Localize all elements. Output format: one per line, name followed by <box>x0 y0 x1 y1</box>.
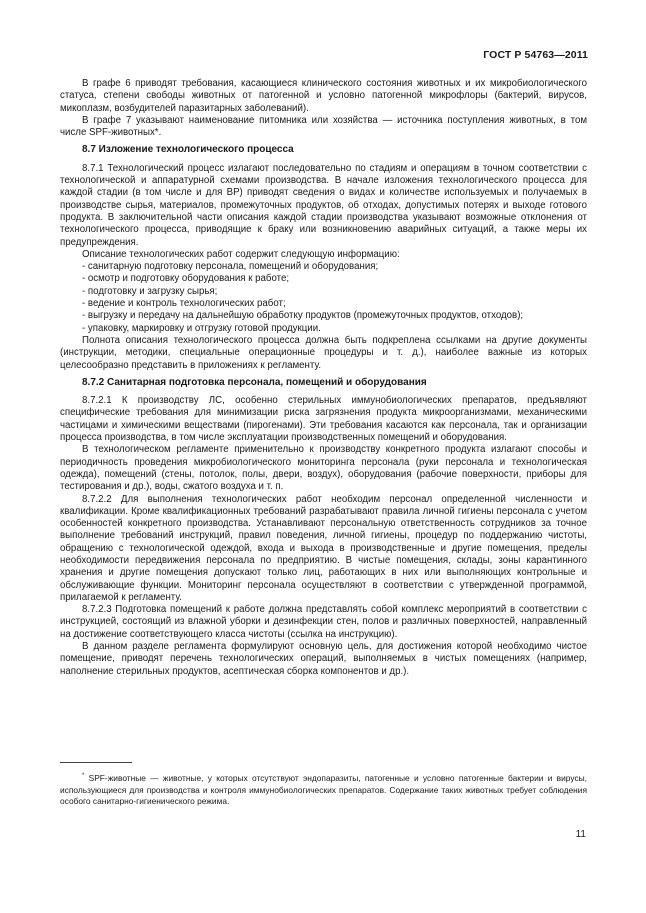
list-item: - ведение и контроль технологических работ; <box>82 298 286 310</box>
list-item: - осмотр и подготовку оборудования к работе; <box>82 273 290 285</box>
footnote <box>60 771 587 808</box>
paragraph: В графе 7 указывают наименование питомника или хозяйства — источника поступления животных, в том числе SPF-животных*. <box>60 114 587 139</box>
standard-number: ГОСТ Р 54763—2011 <box>483 49 588 61</box>
paragraph: Описание технологических работ содержит следующую информацию: <box>82 248 400 260</box>
paragraph: 8.7.2.3 Подготовка помещений к работе должна представлять собой комплекс мероприятий в соответствии с инструкцией, состоящий из влажной уборки и дезинфекции стен, полов и различных поверхностей, направленный на достижение соответствующего класса чистоты (ссылка на инструкцию). <box>60 604 587 640</box>
page-number: 11 <box>575 829 586 840</box>
body-text <box>60 78 587 678</box>
paragraph: В данном разделе регламента формулируют основную цель, для достижения которой необходимо чистое помещение, приводят перечень технологических операций, выполняемых в чистых помещениях (например, наполнение стерильных продуктов, асептическая сборка компонентов и др.). <box>60 641 587 677</box>
paragraph: 8.7.2.2 Для выполнения технологических работ необходим персонал определенной численности и квалификации. Кроме квалификационных требований разрабатывают правила личной гигиены персонала с учетом особенностей конкретного производства. Устанавливают персональную ответственность сотрудников за точное выполнение требований инструкций, правил поведения, личной гигиены, процедур по поддержанию чистоты, обращению с технологической одеждой, входа и выхода в производственные и другие помещения, пределы необходимости передвижения персонала по предприятию. В чистые помещения, склады, зоны карантинного хранения и другие помещения допускают только лиц, работающих в них или выполняющих контрольные и обслуживающие функции. Мониторинг персонала осуществляют в соответствии с утвержденной программой, прилагаемой к регламенту. <box>60 493 587 603</box>
list-item: - упаковку, маркировку и отгрузку готовой продукции. <box>82 322 321 334</box>
section-heading: 8.7 Изложение технологического процесса <box>82 144 294 156</box>
list-item: - подготовку и загрузку сырья; <box>82 285 218 297</box>
list-item: - выгрузку и передачу на дальнейшую обработку продуктов (промежуточных продуктов, отходов); <box>82 310 524 322</box>
footnote-divider <box>60 762 132 763</box>
section-heading: 8.7.2 Санитарная подготовка персонала, помещений и оборудования <box>82 376 427 388</box>
paragraph: 8.7.1 Технологический процесс излагают последовательно по стадиям и операциям в точном соответствии с технологической и аппаратурной схемами производства. В начале изложения технологического процесса для каждой стадии (в том числе и для ВР) приводят сведения о видах и количестве используемых и получаемых в производстве сырья, материалов, промежуточных продуктов, об отходах, допустимых потерях и выходе готового продукта. В заключительной части описания каждой стадии производства указывают возможные отклонения от технологического процесса, приводящие к браку или возникновению аварийных ситуаций, а также меры их предупреждения. <box>60 162 587 248</box>
footnote-text: SPF-животные — животные, у которых отсутствуют эндопаразиты, патогенные и условно патогенные бактерии и вирусы, использующиеся для производства и контроля иммунобиологических препаратов. Содержание таких животных требует соблюдения особого санитарно-гигиенического режима. <box>60 772 587 807</box>
footnote-mark: * <box>82 773 85 779</box>
paragraph: Полнота описания технологического процесса должна быть подкреплена ссылками на другие документы (инструкции, методики, специальные операционные процедуры и т. д.), наиболее важные из которых целесообразно представить в приложениях к регламенту. <box>60 334 587 371</box>
list-item: - санитарную подготовку персонала, помещений и оборудования; <box>82 261 379 273</box>
paragraph: В технологическом регламенте применительно к производству конкретного продукта излагают способы и периодичность проведения микробиологического мониторинга персонала (руки персонала и технологическая одежда), помещений (стены, потолок, полы, двери, воздух), оборудования (рабочие поверхности, приборы для тестирования и др.), воды, сжатого воздуха и т. п. <box>60 444 587 493</box>
paragraph: В графе 6 приводят требования, касающиеся клинического состояния животных и их микробиологического статуса, степени свободы животных от патогенной и условно патогенной микрофлоры (бактерий, вирусов, микоплазм, возбудителей паразитарных заболеваний). <box>60 78 587 114</box>
paragraph: 8.7.2.1 К производству ЛС, особенно стерильных иммунобиологических препаратов, предъявляют специфические требования для минимизации риска загрязнения продукта микроорганизмами, механическими частицами и химическими веществами (пирогенами). Эти требования касаются как персонала, так и организации процесса производства, в том числе эксплуатации производственных помещений и оборудования. <box>60 395 587 444</box>
